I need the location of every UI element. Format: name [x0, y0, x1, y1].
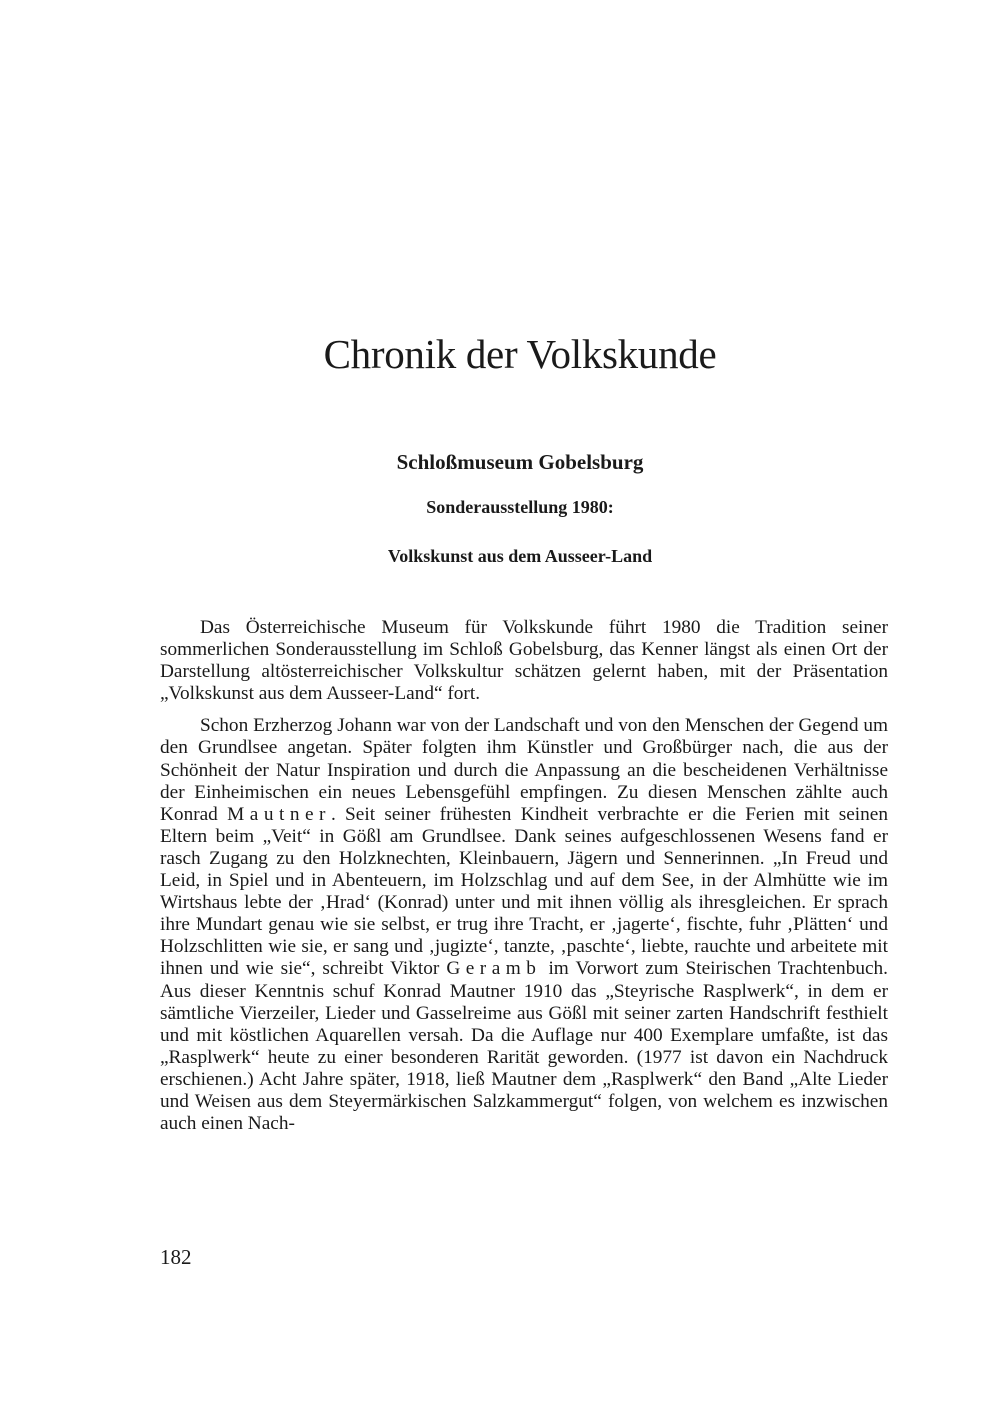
- spaced-name-mautner: Mautner: [227, 803, 331, 825]
- paragraph-text: Schon Erzherzog Johann war von der Landschaft und von den Menschen der Gegend um den Grundlsee angetan. Später folgten ihm Künstler und Großbürger nach, die aus der Schönheit der Natur Inspiration und durch die Anpassung an die bescheidenen Verhältnisse der Einheimischen ein neues Lebensgefühl empfingen. Zu diesen Menschen zählte auch Konrad: [160, 715, 888, 825]
- exhibition-heading: Sonderausstellung 1980:: [426, 497, 614, 517]
- spaced-name-geramb: Geramb: [446, 958, 542, 980]
- page-number: 182: [160, 1245, 192, 1269]
- article-body: [160, 617, 888, 1135]
- museum-heading: Schloßmuseum Gobelsburg: [396, 450, 644, 474]
- chapter-title: Chronik der Volkskunde: [323, 331, 717, 377]
- topic-heading: Volkskunst aus dem Ausseer-Land: [387, 546, 653, 566]
- paragraph-intro: Das Österreichische Museum für Volkskunde führt 1980 die Tradition seiner sommerlichen Sonderausstellung im Schloß Gobelsburg, das Kenner längst als einen Ort der Darstellung altösterreichischer Volkskultur schätzen gelernt haben, mit der Präsentation „Volkskunst aus dem Ausseer-Land“ fort.: [160, 617, 888, 705]
- paragraph-text: im Vorwort zum Steirischen Trachtenbuch. Aus dieser Kenntnis schuf Konrad Mautner 1910 das „Steyrische Rasplwerk“, in dem er sämtliche Vierzeiler, Lieder und Gasselreime aus Gößl mit seiner zarten Handschrift festhielt und mit köstlichen Aquarellen versah. Da die Auflage nur 400 Exemplare umfaßte, ist das „Rasplwerk“ heute zu einer besonderen Rarität geworden. (1977 ist davon ein Nachdruck erschienen.) Acht Jahre später, 1918, ließ Mautner dem „Rasplwerk“ den Band „Alte Lieder und Weisen aus dem Steyermärkischen Salzkammergut“ folgen, von welchem es inzwischen auch einen Nach-: [160, 958, 888, 1135]
- paragraph-mautner: [160, 715, 888, 1135]
- paragraph-text: . Seit seiner frühesten Kindheit verbrachte er die Ferien mit seinen Eltern beim „Veit“ in Gößl am Grundlsee. Dank seines aufgeschlossenen Wesens fand er rasch Zugang zu den Holzknechten, Kleinbauern, Jägern und Sennerinnen. „In Freud und Leid, in Spiel und in Abenteuern, im Holzschlag und auf dem See, in der Almhütte wie im Wirtshaus lebte der ‚Hrad‘ (Konrad) unter und mit ihnen völlig als ihresgleichen. Er sprach ihre Mundart genau wie sie selbst, er trug ihre Tracht, er ‚jagerte‘, fischte, fuhr ‚Plätten‘ und Holzschlitten wie sie, er sang und ‚jugizte‘, tanzte, ‚paschte‘, liebte, rauchte und arbeitete mit ihnen und wie sie“, schreibt Viktor: [160, 803, 888, 980]
